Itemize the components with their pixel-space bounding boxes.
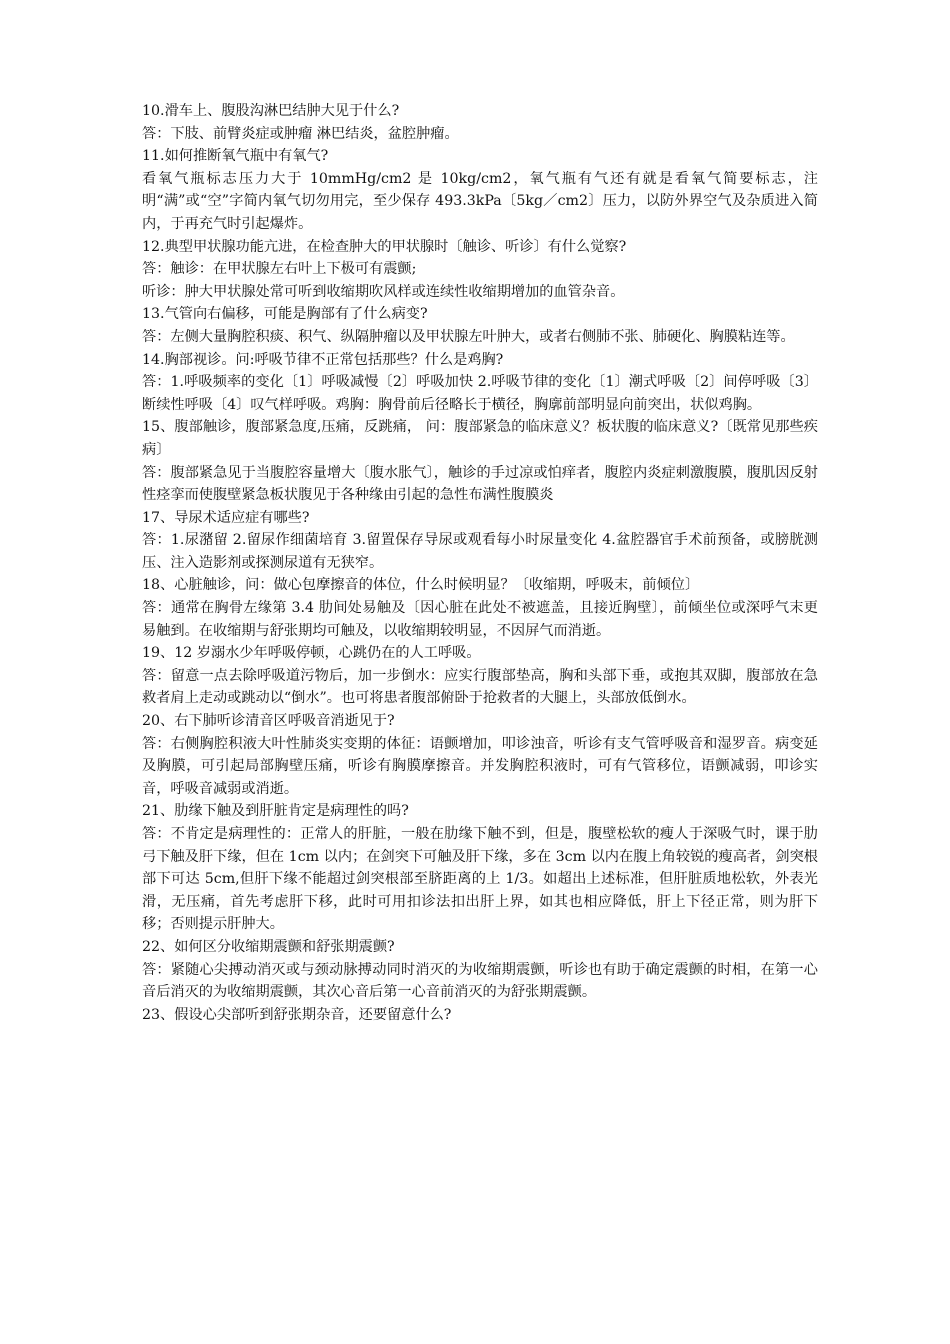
answer-20: 答：右侧胸腔积液大叶性肺炎实变期的体征：语颤增加，叩诊浊音，听诊有支气管呼吸音和湿罗音。病变延及胸膜，可引起局部胸壁压痛，听诊有胸膜摩擦音。并发胸腔积液时，可有气管移位，语颤减弱，叩诊实音，呼吸音减弱或消逝。 [142,735,818,797]
answer-11: 看氧气瓶标志压力大于 10mmHg/cm2 是 10kg/cm2，氧气瓶有气还有就是看氧气简要标志，注明“满”或“空”字简内氧气切勿用完，至少保存 493.3kPa〔5kg／cm2〕压力，以防外界空气及杂质进入简内，于再充气时引起爆炸。 [142,170,818,232]
question-11: 11.如何推断氧气瓶中有氧气? [142,148,329,165]
answer-19: 答：留意一点去除呼吸道污物后，加一步倒水：应实行腹部垫高，胸和头部下垂，或抱其双脚，腹部放在急救者肩上走动或跳动以“倒水”。也可将患者腹部俯卧于抢救者的大腿上，头部放低倒水。 [142,667,818,707]
answer-14: 答：1.呼吸频率的变化〔1〕呼吸减慢〔2〕呼吸加快 2.呼吸节律的变化〔1〕潮式呼吸〔2〕间停呼吸〔3〕断续性呼吸〔4〕叹气样呼吸。鸡胸：胸骨前后径略长于横径，胸廓前部明显向前突出，状似鸡胸。 [142,374,818,413]
question-10: 10.滑车上、腹股沟淋巴结肿大见于什么? [142,103,400,119]
question-14: 14.胸部视诊。问:呼吸节律不正常包括那些？什么是鸡胸? [142,351,504,368]
answer-13: 答：左侧大量胸腔积痰、积气、纵隔肿瘤以及甲状腺左叶肿大，或者右侧肺不张、肺硬化、胸膜粘连等。 [142,328,795,345]
answer-15: 答：腹部紧急见于当腹腔容量增大〔腹水胀气〕，触诊的手过凉或怕痒者，腹腔内炎症刺激腹膜，腹肌因反射性痉挛而使腹壁紧急板状腹见于各种缘由引起的急性布满性腹膜炎 [142,464,818,504]
question-15: 15、腹部触诊，腹部紧急度,压痛，反跳痛， 问：腹部紧急的临床意义？板状腹的临床意义?〔既常见那些疾病〕 [142,419,818,458]
question-17: 17、导尿术适应症有哪些? [142,509,310,526]
answer-22: 答：紧随心尖搏动消灭或与颈动脉搏动同时消灭的为收缩期震颤，听诊也有助于确定震颤的时相，在第一心音后消灭的为收缩期震颤，其次心音后第一心音前消灭的为舒张期震颤。 [142,961,818,1001]
question-23: 23、假设心尖部听到舒张期杂音，还要留意什么? [142,1006,452,1023]
document-body [142,100,818,1026]
answer-17: 答：1.尿潴留 2.留尿作细菌培育 3.留置保存导尿或观看每小时尿量变化 4.盆腔器官手术前预备，或膀胱测压、注入造影剂或探测尿道有无狭窄。 [142,532,818,571]
question-20: 20、右下肺听诊清音区呼吸音消逝见于? [142,713,395,730]
answer-12-palpation: 答：触诊：在甲状腺左右叶上下极可有震颤; [142,261,417,278]
question-19: 19、12 岁溺水少年呼吸停顿，心跳仍在的人工呼吸。 [142,645,481,662]
question-12: 12.典型甲状腺功能亢进，在检查肿大的甲状腺时〔触诊、听诊〕有什么觉察? [142,238,627,255]
question-21: 21、肋缘下触及到肝脏肯定是病理性的吗? [142,803,409,820]
question-18: 18、心脏触诊，问：做心包摩擦音的体位，什么时候明显？〔收缩期，呼吸末，前倾位〕 [142,577,700,594]
answer-21: 答：不肯定是病理性的：正常人的肝脏，一般在肋缘下触不到，但是，腹壁松软的瘦人于深吸气时，课于肋弓下触及肝下缘，但在 1cm 以内；在剑突下可触及肝下缘，多在 3cm 以内在腹上角较锐的瘦高者，剑突根部下可达 5cm,但肝下缘不能超过剑突根部至脐距离的上 1/3。如超出上述标准，但肝脏质地松软，外表光滑，无压痛，首先考虑肝下移，此时可用扣诊法扣出肝上界，如其也相应降低，肝上下径正常，则为肝下移；否则提示肝肿大。 [142,826,818,933]
question-13: 13.气管向右偏移，可能是胸部有了什么病变? [142,306,428,323]
answer-12-auscultation: 听诊：肿大甲状腺处常可听到收缩期吹风样或连续性收缩期增加的血管杂音。 [142,283,625,300]
answer-10: 答：下肢、前臂炎症或肿瘤 淋巴结炎，盆腔肿瘤。 [142,125,459,142]
question-22: 22、如何区分收缩期震颤和舒张期震颤? [142,938,395,955]
answer-18: 答：通常在胸骨左缘第 3.4 肋间处易触及〔因心脏在此处不被遮盖，且接近胸壁〕，前倾坐位或深呼气末更易触到。在收缩期与舒张期均可触及，以收缩期较明显，不因屏气而消逝。 [142,600,818,639]
